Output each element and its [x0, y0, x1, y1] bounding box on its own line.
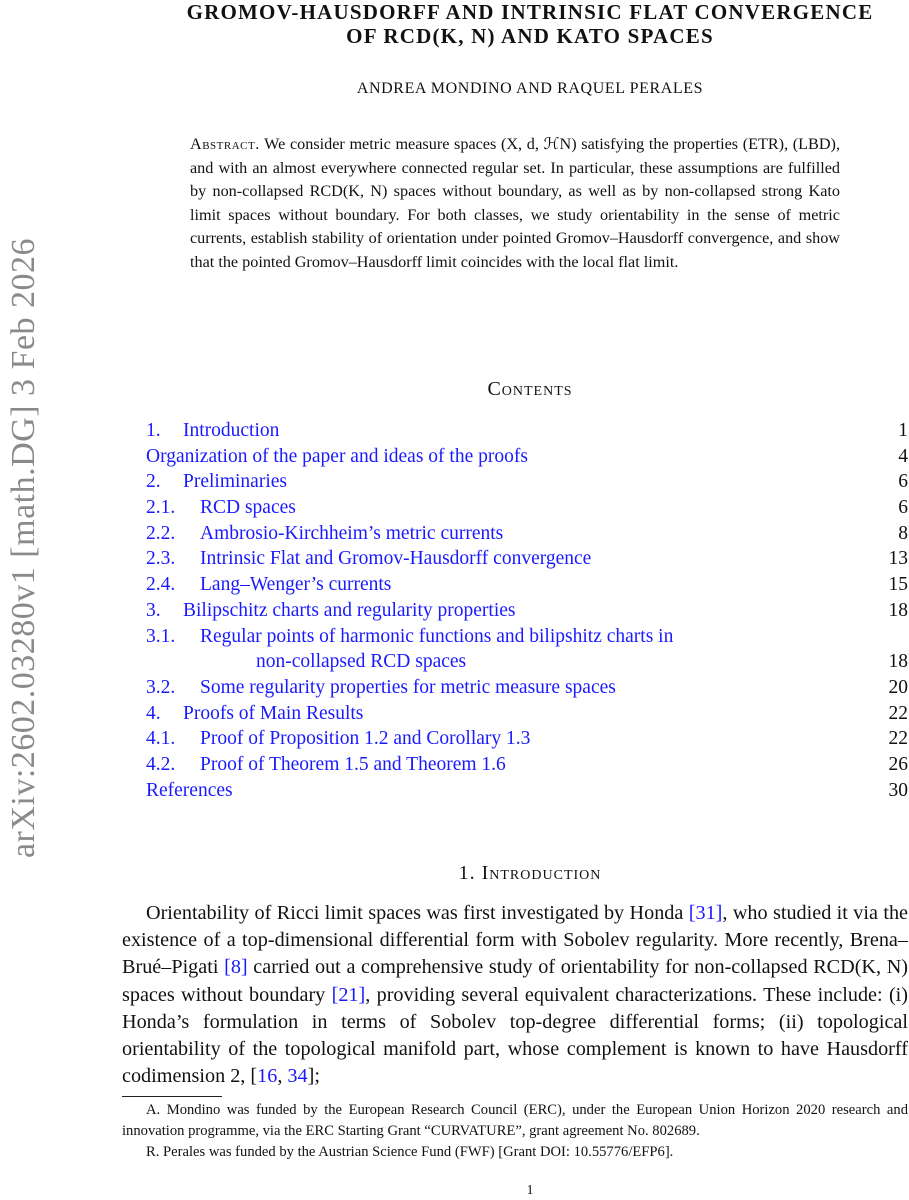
- footnote-rule: [122, 1096, 222, 1097]
- intro-text: ,: [277, 1065, 288, 1088]
- intro-text: , who studied it via the existence of a top-dimensional differential form with Sobolev regularity. More recently, Brena–Brué–Pigati: [122, 902, 908, 979]
- toc-number: 1.: [146, 420, 161, 441]
- toc-link[interactable]: [146, 728, 530, 749]
- toc-title: Lang–Wenger’s currents: [200, 574, 392, 596]
- toc-link[interactable]: [146, 780, 233, 801]
- toc-entry[interactable]: [146, 598, 908, 624]
- toc-link[interactable]: [146, 471, 287, 492]
- toc-link[interactable]: [146, 754, 506, 775]
- toc-title: Proofs of Main Results: [183, 702, 364, 724]
- toc-number: 2.1.: [146, 497, 176, 519]
- toc-page: 18: [888, 599, 908, 621]
- toc-page: 13: [888, 548, 908, 570]
- citation-link[interactable]: [21]: [331, 983, 366, 1006]
- intro-text: Orientability of Ricci limit spaces was first investigated by Honda: [146, 902, 689, 924]
- toc-number: 3.: [146, 599, 161, 621]
- intro-text: , providing several equivalent characterizations. These include: (i) Honda’s formulation in terms of Sobolev top-degree differential forms; (ii) topological orientability of the topological manifold part, whose complement is known to have Hausdorff codimension 2, [: [122, 983, 908, 1088]
- toc-entry[interactable]: [146, 701, 908, 727]
- intro-paragraph: [122, 900, 908, 1090]
- arxiv-identifier: arXiv:2602.03280v1 [math.DG] 3 Feb 2026: [5, 237, 42, 859]
- toc-page: 30: [888, 779, 908, 801]
- toc-number: 2.4.: [146, 574, 176, 596]
- toc-link[interactable]: [146, 703, 363, 724]
- toc-page: 22: [888, 728, 908, 750]
- intro-text: ];: [307, 1065, 320, 1088]
- footnotes: [122, 1100, 908, 1162]
- toc-page: 6: [898, 471, 908, 493]
- toc-title: Bilipschitz charts and regularity properties: [183, 599, 516, 621]
- title-line-1: GROMOV-HAUSDORFF AND INTRINSIC FLAT CONVERGENCE: [186, 0, 874, 24]
- toc-number: 4.2.: [146, 753, 176, 775]
- abstract-text: We consider metric measure spaces (X, d, ℋN) satisfying the properties (ETR), (LBD), and with an almost everywhere connected regular set. In particular, these assumptions are fulfilled by non-collapsed RCD(K, N) spaces without boundary, as well as by non-collapsed strong Kato limit spaces without boundary. For both classes, we study orientability in the sense of metric currents, establish stability of orientation under pointed Gromov–Hausdorff convergence, and show that the pointed Gromov–Hausdorff limit coincides with the local flat limit.: [190, 135, 840, 271]
- toc-title: Ambrosio-Kirchheim’s metric currents: [200, 522, 504, 544]
- toc-link[interactable]: [146, 497, 296, 518]
- toc-page: 8: [898, 522, 908, 544]
- footnote-funding-perales: R. Perales was funded by the Austrian Science Fund (FWF) [Grant DOI: 10.55776/EFP6].: [146, 1143, 674, 1160]
- citation-link[interactable]: 16: [257, 1065, 278, 1088]
- toc-page: 22: [888, 702, 908, 724]
- toc-entry[interactable]: [146, 418, 908, 444]
- toc-title: Introduction: [183, 420, 280, 441]
- toc-link[interactable]: [146, 523, 503, 544]
- toc-number: 3.2.: [146, 676, 176, 698]
- intro-text: carried out a comprehensive study of orientability for non-collapsed RCD(K, N) spaces without boundary: [122, 956, 908, 1006]
- toc-title: Preliminaries: [183, 471, 287, 493]
- toc-page: 26: [888, 753, 908, 775]
- toc-link[interactable]: [146, 626, 908, 675]
- toc-number: 2.2.: [146, 522, 176, 544]
- toc-entry[interactable]: [146, 572, 908, 598]
- footnote-funding-mondino: A. Mondino was funded by the European Research Council (ERC), under the European Union Horizon 2020 research and innovation programme, via the ERC Starting Grant “CURVATURE”, grant agreement No. 802689.: [122, 1102, 908, 1139]
- toc-entry[interactable]: [146, 624, 908, 675]
- section-heading: 1. Introduction: [458, 862, 602, 884]
- toc-entry[interactable]: [146, 752, 908, 778]
- toc-title: Intrinsic Flat and Gromov-Hausdorff convergence: [200, 548, 592, 570]
- toc-title: References: [146, 779, 233, 801]
- contents-heading: Contents: [487, 378, 573, 400]
- author-list: ANDREA MONDINO AND RAQUEL PERALES: [356, 80, 704, 97]
- toc-page: 1: [898, 420, 908, 441]
- toc-title: Organization of the paper and ideas of the proofs: [146, 445, 528, 467]
- toc-link[interactable]: [146, 420, 279, 441]
- toc-entry[interactable]: [146, 495, 908, 521]
- arxiv-sidebar: [0, 0, 48, 1200]
- toc-link[interactable]: [146, 574, 391, 595]
- toc-number: 2.3.: [146, 548, 176, 570]
- toc-title: RCD spaces: [200, 497, 296, 519]
- toc-link[interactable]: [146, 600, 515, 621]
- toc-number: 4.: [146, 702, 161, 724]
- toc-entry[interactable]: [146, 546, 908, 572]
- toc-title: Proof of Proposition 1.2 and Corollary 1.3: [200, 728, 531, 750]
- toc-number: 2.: [146, 471, 161, 493]
- toc-page: 4: [898, 445, 908, 467]
- citation-link[interactable]: [8]: [224, 956, 248, 979]
- toc-entry[interactable]: [146, 444, 908, 470]
- toc-link[interactable]: [146, 548, 591, 569]
- toc-title-continuation: non-collapsed RCD spaces: [256, 651, 467, 673]
- toc-entry[interactable]: [146, 469, 908, 495]
- toc-page: 18: [888, 651, 908, 673]
- toc-number: 4.1.: [146, 728, 176, 750]
- toc-title: Regular points of harmonic functions and bilipshitz charts in: [200, 625, 674, 647]
- toc-entry[interactable]: [146, 521, 908, 547]
- citation-link[interactable]: [31]: [688, 902, 723, 924]
- toc-entry[interactable]: [146, 675, 908, 701]
- toc-link[interactable]: [146, 446, 528, 467]
- toc-title: Some regularity properties for metric measure spaces: [200, 676, 616, 698]
- citation-link[interactable]: 34: [287, 1065, 308, 1088]
- toc-page: 6: [898, 497, 908, 519]
- toc-number: 3.1.: [146, 625, 176, 647]
- paper-title: [100, 0, 909, 48]
- toc-page: 20: [888, 676, 908, 698]
- toc-title: Proof of Theorem 1.5 and Theorem 1.6: [200, 753, 506, 775]
- page-number: 1: [526, 1183, 534, 1198]
- abstract-label: Abstract.: [190, 135, 260, 153]
- toc-page: 15: [888, 574, 908, 596]
- abstract: [190, 133, 840, 275]
- toc-link[interactable]: [146, 677, 616, 698]
- toc-entry[interactable]: [146, 778, 908, 804]
- table-of-contents: [146, 418, 908, 803]
- toc-entry[interactable]: [146, 726, 908, 752]
- title-line-2: OF RCD(K, N) AND KATO SPACES: [346, 24, 714, 48]
